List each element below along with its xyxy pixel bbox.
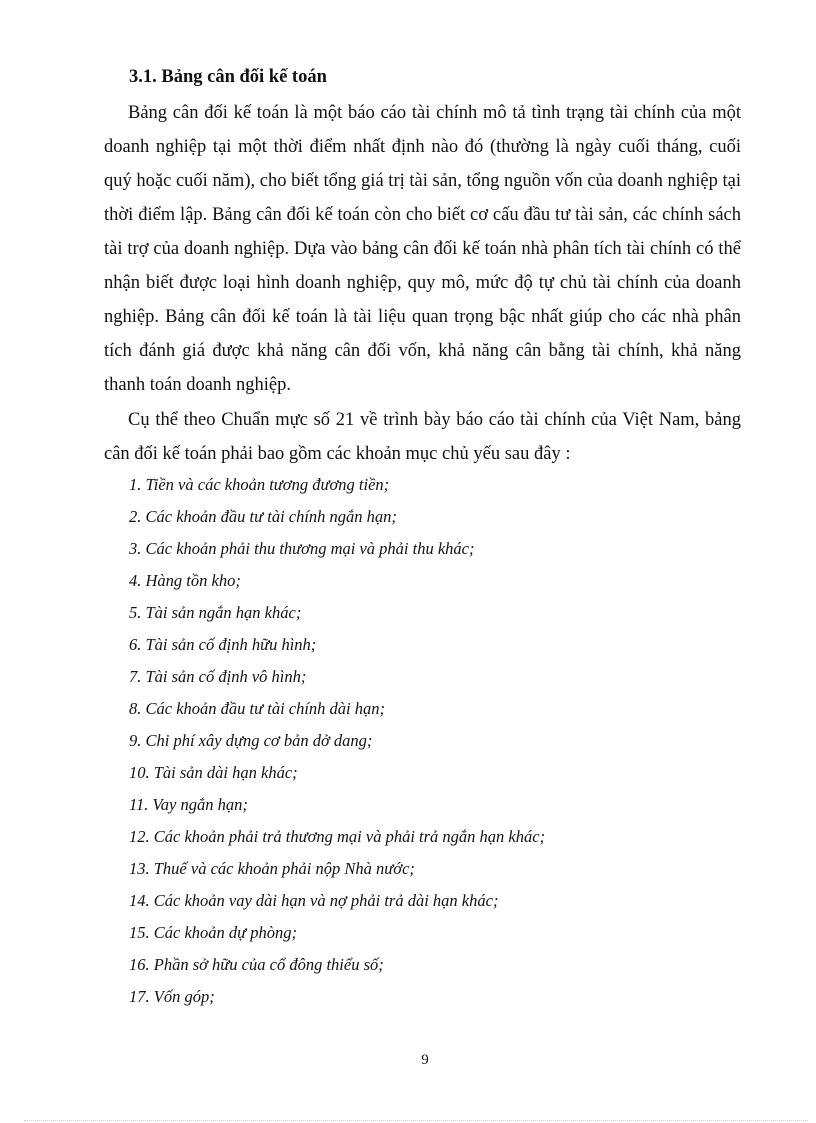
list-item: 10. Tài sản dài hạn khác; (129, 763, 298, 782)
list-item: 17. Vốn góp; (129, 987, 215, 1006)
list-item: 15. Các khoản dự phòng; (129, 923, 298, 942)
balance-sheet-items-list (129, 469, 545, 1013)
list-item: 14. Các khoản vay dài hạn và nợ phải trả dài hạn khác; (129, 891, 499, 910)
section-heading: 3.1. Bảng cân đối kế toán (129, 67, 327, 87)
list-item: 11. Vay ngắn hạn; (129, 795, 248, 814)
body-paragraph-2: Cụ thể theo Chuẩn mực số 21 về trình bày báo cáo tài chính của Việt Nam, bảng cân đối kế toán phải bao gồm các khoản mục chủ yếu sau đây : (104, 410, 741, 464)
page-number: 9 (421, 1052, 429, 1068)
list-item: 8. Các khoản đầu tư tài chính dài hạn; (129, 699, 386, 718)
list-item: 16. Phần sở hữu của cổ đông thiểu số; (129, 955, 384, 974)
list-item: 4. Hàng tồn kho; (129, 571, 241, 590)
list-item: 13. Thuế và các khoản phải nộp Nhà nước; (129, 859, 415, 878)
list-item: 12. Các khoản phải trả thương mại và phải trả ngắn hạn khác; (129, 827, 546, 846)
list-item: 9. Chi phí xây dựng cơ bản dở dang; (129, 731, 373, 750)
list-item: 7. Tài sản cố định vô hình; (129, 667, 307, 686)
list-item: 2. Các khoản đầu tư tài chính ngắn hạn; (129, 507, 397, 526)
body-paragraph-1: Bảng cân đối kế toán là một báo cáo tài chính mô tả tình trạng tài chính của một doanh nghiệp tại một thời điểm nhất định nào đó (thường là ngày cuối tháng, cuối quý hoặc cuối năm), cho biết tổng giá trị tài sản, tổng nguồn vốn của doanh nghiệp tại thời điểm lập. Bảng cân đối kế toán còn cho biết cơ cấu đầu tư tài sản, các chính sách tài trợ của doanh nghiệp. Dựa vào bảng cân đối kế toán nhà phân tích tài chính có thể nhận biết được loại hình doanh nghiệp, quy mô, mức độ tự chủ tài chính của doanh nghiệp. Bảng cân đối kế toán là tài liệu quan trọng bậc nhất giúp cho các nhà phân tích đánh giá được khả năng cân đối vốn, khả năng cân bằng tài chính, khả năng thanh toán doanh nghiệp. (104, 103, 741, 395)
list-item: 5. Tài sản ngắn hạn khác; (129, 603, 302, 622)
list-item: 6. Tài sản cố định hữu hình; (129, 635, 317, 654)
list-item: 1. Tiền và các khoản tương đương tiền; (129, 475, 390, 494)
page-bottom-divider (24, 1120, 808, 1121)
list-item: 3. Các khoản phải thu thương mại và phải thu khác; (129, 539, 475, 558)
